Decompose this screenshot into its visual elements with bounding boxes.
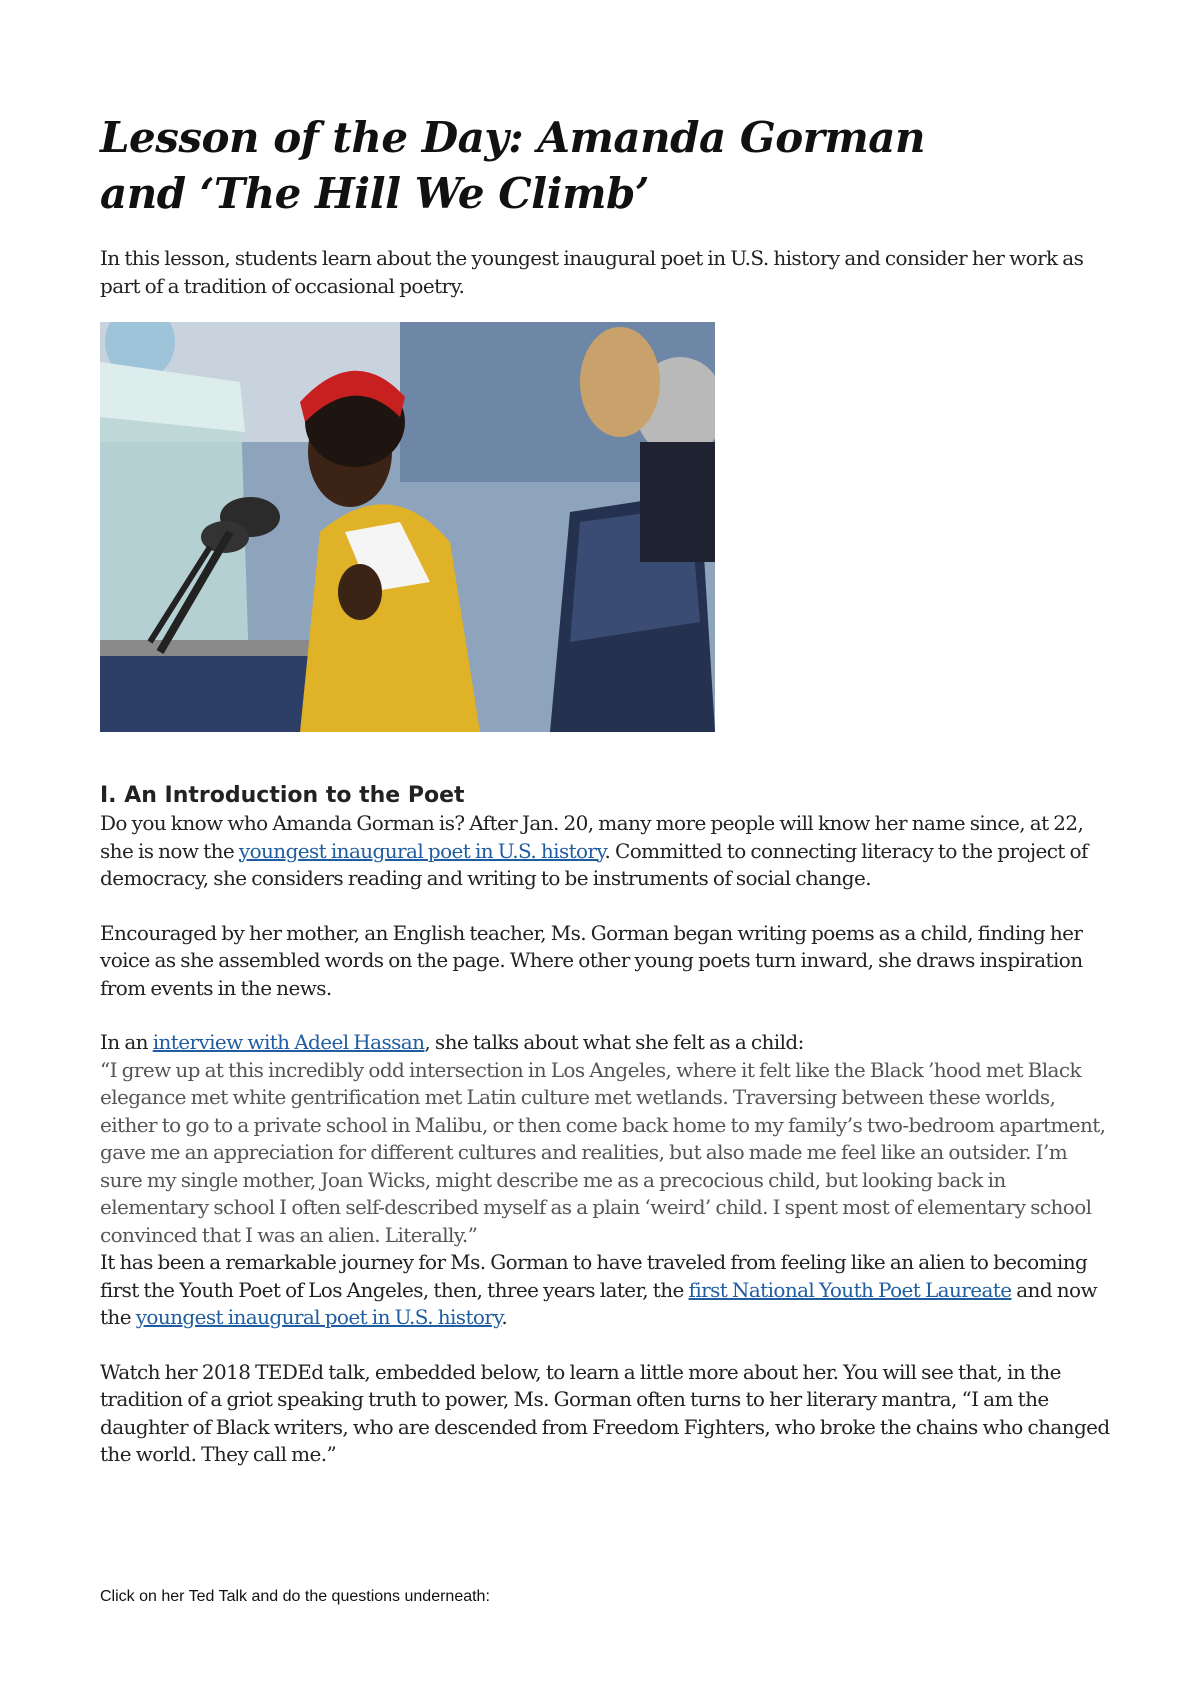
poet-photo <box>100 322 715 732</box>
youngest-poet-link-2[interactable]: youngest inaugural poet in U.S. history <box>135 1305 502 1329</box>
instruction-note: Click on her Ted Talk and do the questions underneath: <box>100 1588 490 1605</box>
paragraph-text: and now the <box>100 1277 1098 1329</box>
lesson-summary: In this lesson, students learn about the youngest inaugural poet in U.S. history and consider her work as part of a tradition of occasional poetry. <box>100 246 1084 298</box>
paragraph-text: . Committed to connecting literacy to the project of democracy, she considers reading and writing to be instruments of social change. <box>100 838 1088 890</box>
photo-illustration <box>100 322 715 732</box>
gorman-quote: “I grew up at this incredibly odd intersection in Los Angeles, where it felt like the Black ’hood met Black elegance met white gentrification met Latin culture met wetlands. Traversing between these worlds, either to go to a private school in Malibu, or then come back home to my family’s two-bedroom apartment, gave me an appreciation for different cultures and realities, but also made me feel like an outsider. I’m sure my single mother, Joan Wicks, might describe me as a precocious child, but looking back in elementary school I often self-described myself as a plain ‘weird’ child. I spent most of elementary school convinced that I was an alien. Literally.” <box>100 1057 1106 1247</box>
paragraph-intro <box>100 810 1110 893</box>
lesson-title <box>100 110 1110 222</box>
paragraph-text: Do you know who Amanda Gorman is? After Jan. 20, many more people will know her name since, at 22, she is now the <box>100 811 1084 863</box>
national-youth-poet-link[interactable]: first National Youth Poet Laureate <box>688 1277 1012 1302</box>
title-line-2: and ‘The Hill We Climb’ <box>100 169 650 218</box>
paragraph-text: , she talks about what she felt as a child: <box>424 1030 804 1054</box>
section-heading: I. An Introduction to the Poet <box>100 783 465 808</box>
title-line-1: Lesson of the Day: Amanda Gorman <box>100 113 926 162</box>
paragraph-ted: Watch her 2018 TEDEd talk, embedded below, to learn a little more about her. You will see that, in the tradition of a griot speaking truth to power, Ms. Gorman often turns to her literary mantra, “I am the daughter of Black writers, who are descended from Freedom Fighters, who broke the chains who changed the world. They call me.” <box>100 1359 1110 1466</box>
paragraph-mother: Encouraged by her mother, an English teacher, Ms. Gorman began writing poems as a child, finding her voice as she assembled words on the page. Where other young poets turn inward, she draws inspiration from events in the news. <box>100 920 1083 1000</box>
paragraph-interview <box>100 1029 1110 1332</box>
document-page <box>100 110 1110 1469</box>
paragraph-text: . <box>501 1305 508 1329</box>
paragraph-text: It has been a remarkable journey for Ms. Gorman to have traveled from feeling like an alien to becoming first the Youth Poet of Los Angeles, then, three years later, the <box>100 1250 1088 1302</box>
youngest-poet-link[interactable]: youngest inaugural poet in U.S. history <box>238 838 605 863</box>
paragraph-text: In an <box>100 1030 153 1054</box>
interview-link[interactable]: interview with Adeel Hassan <box>152 1030 425 1054</box>
